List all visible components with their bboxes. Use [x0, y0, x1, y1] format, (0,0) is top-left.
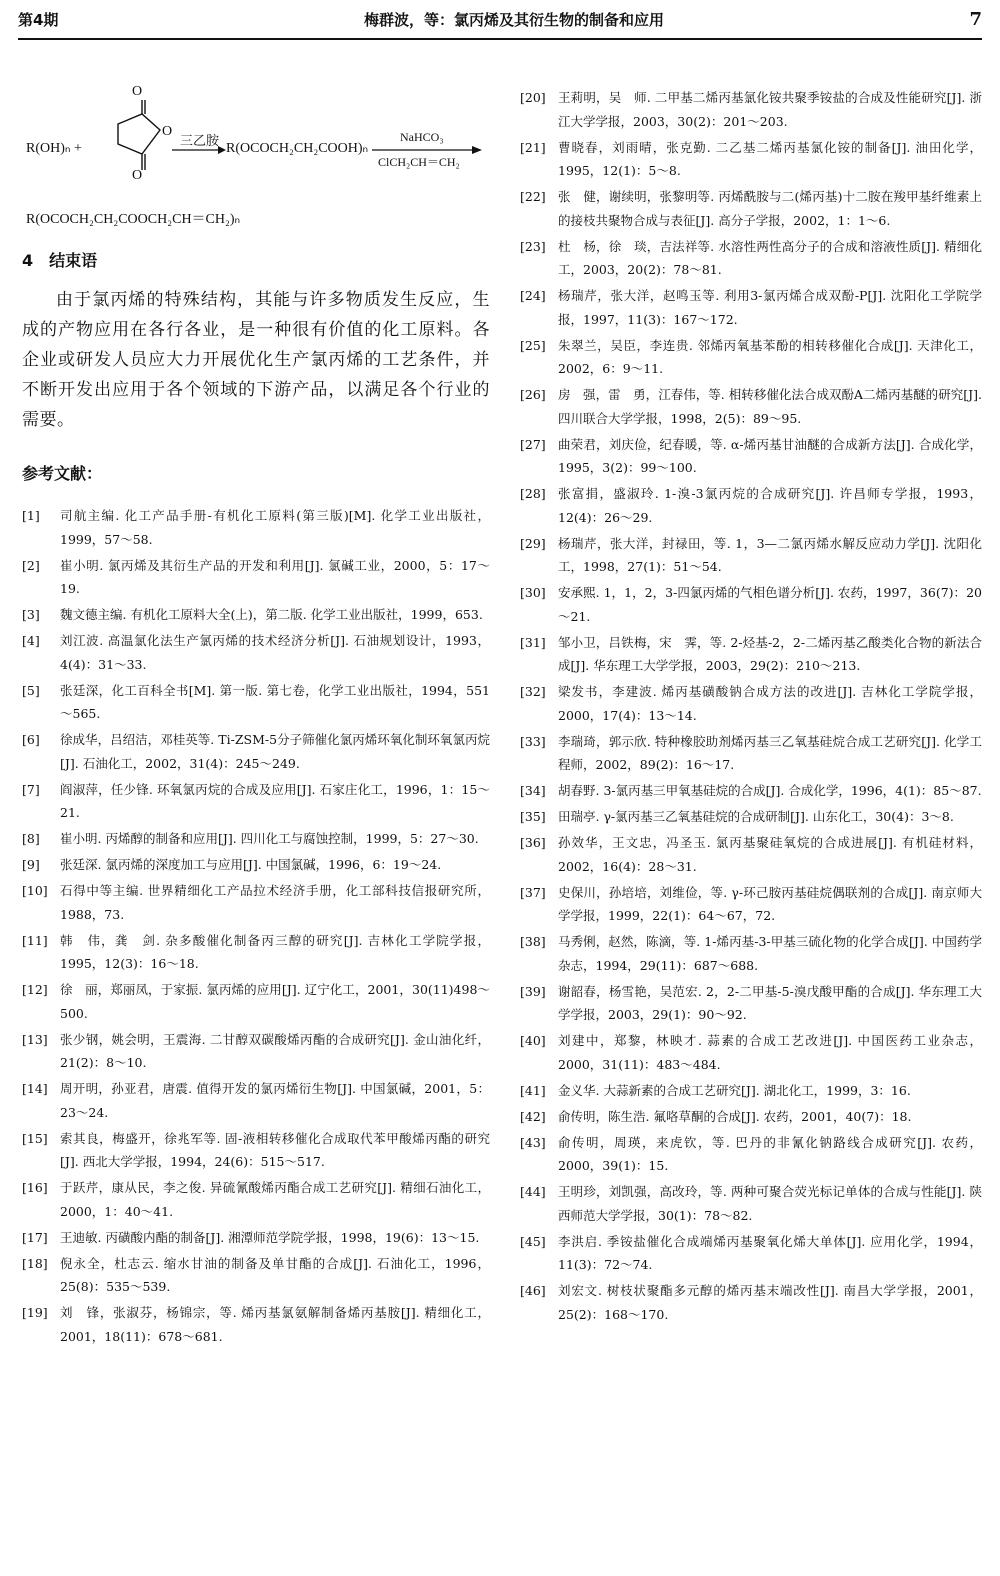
reference-item: [520, 1029, 982, 1076]
reference-text: 崔小明. 氯丙烯及其衍生产品的开发和利用[J]. 氯碱工业，2000，5：17～19.: [60, 557, 490, 596]
reference-text: 房 强，雷 勇，江春伟，等. 相转移催化法合成双酚A二烯丙基醚的研究[J]. 四川联合大学学报，1998，2(5)：89～95.: [558, 387, 982, 426]
reference-item: [22, 1226, 490, 1250]
reference-number: [1]: [22, 508, 40, 523]
reference-item: [520, 1131, 982, 1178]
reference-text: 杜 杨，徐 琰，吉法祥等. 水溶性两性高分子的合成和溶液性质[J]. 精细化工，2003，20(2)：78～81.: [558, 238, 982, 277]
reference-text: 李瑞琦，郭示欣. 特种橡胶助剂烯丙基三乙氧基硅烷合成工艺研究[J]. 化学工程师，2002，89(2)：16～17.: [558, 733, 982, 772]
reference-item: [22, 1127, 490, 1174]
reference-item: [520, 86, 982, 133]
reference-number: [27]: [520, 436, 546, 452]
reference-item: [520, 433, 982, 480]
reaction-scheme: [22, 84, 490, 238]
reference-item: [520, 532, 982, 579]
reference-number: [22]: [520, 189, 546, 204]
reference-text: 倪永全，杜志云. 缩水甘油的制备及单甘酯的合成[J]. 石油化工，1996，25(8)：535～539.: [60, 1255, 490, 1294]
reference-text: 张少钢，姚会明，王震海. 二甘醇双碳酸烯丙酯的合成研究[J]. 金山油化纤，21(2)：8～10.: [60, 1031, 490, 1070]
reference-number: [42]: [520, 1108, 546, 1124]
reference-number: [13]: [22, 1031, 48, 1047]
section-title: 4 结束语: [22, 251, 98, 270]
reference-text: 谢韶春，杨雪艳，吴范宏. 2，2-二甲基-5-溴戊酸甲酯的合成[J]. 华东理工大学学报，2003，29(1)：90～92.: [558, 983, 982, 1022]
reference-text: 刘建中，郑黎，林映才. 蒜素的合成工艺改进[J]. 中国医药工业杂志，2000，31(11)：483～484.: [558, 1033, 982, 1072]
reference-number: [45]: [520, 1233, 546, 1249]
reference-item: [520, 980, 982, 1027]
reagent-allyl-chloride: ClCH₂CH＝CH₂: [378, 155, 460, 169]
reference-text: 张廷深，化工百科全书[M]. 第一版. 第七卷，化学工业出版社，1994，551～565.: [60, 682, 490, 721]
reference-number: [2]: [22, 557, 40, 573]
reference-text: 李洪启. 季铵盐催化合成端烯丙基聚氧化烯大单体[J]. 应用化学，1994，11(3)：72～74.: [558, 1233, 982, 1272]
reference-number: [15]: [22, 1130, 48, 1146]
reference-text: 于跃芹，康从民，李之俊. 异硫氰酸烯丙酯合成工艺研究[J]. 精细石油化工，2000，1：40～41.: [60, 1180, 490, 1219]
reference-number: [4]: [22, 633, 40, 648]
reference-number: [11]: [22, 932, 48, 948]
reference-text: 徐成华，吕绍洁，邓桂英等. Ti-ZSM-5分子筛催化氯丙烯环氧化制环氧氯丙烷[J]. 石油化工，2002，31(4)：245～249.: [60, 732, 490, 771]
reference-item: [520, 831, 982, 878]
reference-item: [520, 136, 982, 183]
reference-text: 金义华. 大蒜新素的合成工艺研究[J]. 湖北化工，1999，3：16.: [558, 1082, 911, 1098]
reference-item: [520, 1105, 982, 1129]
reference-text: 崔小明. 丙烯醇的制备和应用[J]. 四川化工与腐蚀控制，1999，5：27～30.: [60, 831, 479, 846]
ring-oxygen-mid: O: [162, 124, 173, 139]
reference-number: [6]: [22, 732, 40, 747]
reference-item: [520, 235, 982, 282]
right-column: [520, 90, 982, 1329]
reference-item: [520, 1180, 982, 1227]
reference-number: [39]: [520, 983, 546, 999]
reference-text: 张廷深. 氯丙烯的深度加工与应用[J]. 中国氯碱，1996，6：19～24.: [60, 857, 442, 872]
reference-item: [520, 881, 982, 928]
reference-text: 魏文德主编. 有机化工原料大全(上)，第二版. 化学工业出版社，1999，653.: [60, 607, 483, 622]
reference-item: [22, 778, 490, 825]
reference-number: [46]: [520, 1283, 546, 1298]
reference-text: 刘 锋，张淑芬，杨锦宗，等. 烯丙基氯氨解制备烯丙基胺[J]. 精细化工，2001，18(11)：678～681.: [60, 1305, 490, 1344]
reference-text: 安承熙. 1，1，2，3-四氯丙烯的气相色谱分析[J]. 农药，1997，36(7)：20～21.: [558, 585, 982, 624]
reference-number: [3]: [22, 607, 40, 622]
reference-text: 石得中等主编. 世界精细化工产品拉术经济手册，化工部科技信报研究所，1988，73.: [60, 883, 490, 922]
reference-number: [17]: [22, 1229, 48, 1245]
reference-number: [8]: [22, 831, 40, 846]
reference-text: 王迪敏. 丙磺酸内酯的制备[J]. 湘潭师范学院学报，1998，19(6)：13～15.: [60, 1229, 480, 1245]
reference-number: [37]: [520, 884, 546, 900]
reference-item: [520, 805, 982, 829]
reference-number: [43]: [520, 1134, 546, 1150]
reference-text: 杨瑞芹，张大洋，封禄田，等. 1，3—二氯丙烯水解反应动力学[J]. 沈阳化工，1998，27(1)：51～54.: [558, 535, 982, 574]
reference-item: [22, 929, 490, 976]
reference-number: [16]: [22, 1180, 48, 1195]
reference-text: 邹小卫，吕铁梅，宋 霁，等. 2-烃基-2，2-二烯丙基乙酸类化合物的新法合成[J]. 华东理工大学学报，2003，29(2)：210～213.: [558, 634, 982, 673]
reference-item: [22, 629, 490, 676]
reference-text: 曲荣君，刘庆俭，纪春暖，等. α-烯丙基甘油醚的合成新方法[J]. 合成化学，1995，3(2)：99～100.: [558, 436, 982, 475]
reference-item: [22, 853, 490, 877]
reference-text: 俞传明，周瑛，来虎钦，等. 巴丹的非氰化钠路线合成研究[J]. 农药，2000，39(1)：15.: [558, 1134, 982, 1173]
intermediate-label: R(OCOCH₂CH₂COOH)ₙ: [226, 141, 369, 156]
reference-item: [520, 1079, 982, 1103]
reference-text: 韩 伟，龚 剑. 杂多酸催化制备丙三醇的研究[J]. 吉林化工学院学报，1995，12(3)：16～18.: [60, 932, 490, 971]
reference-item: [520, 284, 982, 331]
journal-issue: 第4期: [18, 10, 59, 29]
reference-number: [36]: [520, 835, 546, 850]
reference-number: [26]: [520, 387, 546, 402]
reference-item: [22, 504, 490, 551]
reference-item: [22, 1028, 490, 1075]
reference-text: 杨瑞芹，张大洋，赵鸣玉等. 利用3-氯丙烯合成双酚-P[J]. 沈阳化工学院学报，1997，11(3)：167～172.: [558, 288, 982, 327]
reference-text: 王明珍，刘凯强，高改玲，等. 两种可聚合荧光标记单体的合成与性能[J]. 陕西师范大学学报，30(1)：78～82.: [558, 1184, 982, 1223]
reference-item: [22, 1077, 490, 1124]
reference-item: [22, 679, 490, 726]
reference-text: 王莉明，吴 师. 二甲基二烯丙基氯化铵共聚季铵盐的合成及性能研究[J]. 浙江大学学报，2003，30(2)：201～203.: [558, 90, 982, 129]
reagent-nahco3: NaHCO₃: [400, 130, 444, 144]
reference-item: [520, 383, 982, 430]
reference-text: 刘宏文. 树枝状聚酯多元醇的烯丙基末端改性[J]. 南昌大学学报，2001，25(2)：168～170.: [558, 1283, 982, 1322]
reference-item: [520, 581, 982, 628]
reference-number: [10]: [22, 883, 48, 898]
reference-item: [520, 779, 982, 803]
reference-number: [38]: [520, 934, 546, 949]
reagent-triethylamine: 三乙胺: [180, 133, 220, 148]
reference-number: [20]: [520, 90, 546, 105]
reference-item: [520, 482, 982, 529]
reference-list-right: [520, 86, 982, 1326]
reference-item: [520, 1279, 982, 1326]
reference-number: [25]: [520, 337, 546, 353]
reference-number: [31]: [520, 634, 546, 650]
reference-text: 胡春野. 3-氯丙基三甲氧基硅烷的合成[J]. 合成化学，1996，4(1)：85～87.: [558, 783, 982, 798]
reference-text: 刘江波. 高温氯化法生产氯丙烯的技术经济分析[J]. 石油规划设计，1993，4(4)：31～33.: [60, 633, 490, 672]
product-label: R(OCOCH₂CH₂COOCH₂CH＝CH₂)ₙ: [26, 212, 241, 227]
reference-item: [22, 603, 490, 627]
reference-text: 索其良，梅盛开，徐兆军等. 固-液相转移催化合成取代苯甲酸烯丙酯的研究[J]. 西北大学学报，1994，24(6)：515～517.: [60, 1130, 490, 1169]
reference-number: [21]: [520, 139, 546, 155]
reference-text: 孙效华，王文忠，冯圣玉. 氯丙基聚硅氧烷的合成进展[J]. 有机硅材料，2002，16(4)：28～31.: [558, 835, 982, 874]
reference-text: 朱翠兰，吴臣，李连贵. 邻烯丙氧基苯酚的相转移催化合成[J]. 天津化工，2002，6：9～11.: [558, 337, 982, 376]
reference-text: 张 健，谢续明，张黎明等. 丙烯酰胺与二(烯丙基)十二胺在羧甲基纤维素上的接枝共聚物合成与表征[J]. 高分子学报，2002，1：1～6.: [558, 189, 982, 228]
reference-number: [12]: [22, 982, 48, 997]
reference-text: 史保川，孙培培，刘维俭，等. γ-环己胺丙基硅烷偶联剂的合成[J]. 南京师大学学报，1999，22(1)：64～67，72.: [558, 884, 982, 923]
reference-number: [5]: [22, 682, 40, 698]
reference-number: [35]: [520, 809, 546, 824]
reference-number: [41]: [520, 1082, 546, 1098]
reference-number: [29]: [520, 535, 546, 551]
reference-text: 梁发书，李建波. 烯丙基磺酸钠合成方法的改进[J]. 吉林化工学院学报，2000，17(4)：13～14.: [558, 684, 982, 723]
reference-item: [22, 1301, 490, 1348]
reference-text: 徐 丽，郑丽凤，于家振. 氯丙烯的应用[J]. 辽宁化工，2001，30(11)498～500.: [60, 982, 490, 1021]
reference-number: [32]: [520, 684, 546, 699]
reference-item: [22, 827, 490, 851]
ring-oxygen-top: O: [132, 84, 143, 99]
reference-item: [22, 728, 490, 775]
reference-item: [22, 879, 490, 926]
reference-item: [520, 185, 982, 232]
page-header: [18, 0, 982, 40]
running-title: 梅群波，等：氯丙烯及其衍生物的制备和应用: [363, 10, 664, 29]
reference-item: [520, 680, 982, 727]
reference-number: [24]: [520, 288, 546, 303]
reference-item: [520, 930, 982, 977]
left-column: [22, 84, 490, 1351]
reference-number: [34]: [520, 783, 546, 798]
ring-oxygen-bottom: O: [132, 168, 143, 183]
reference-text: 张富捐，盛淑玲. 1-溴-3氯丙烷的合成研究[J]. 许昌师专学报，1993，12(4)：26～29.: [558, 486, 982, 525]
reference-number: [19]: [22, 1305, 48, 1320]
reference-text: 周开明，孙亚君，唐震. 值得开发的氯丙烯衍生物[J]. 中国氯碱，2001，5：23～24.: [60, 1081, 490, 1120]
reference-item: [520, 631, 982, 678]
references-heading: 参考文献：: [22, 464, 103, 483]
reference-text: 马秀俐，赵然，陈滴，等. 1-烯丙基-3-甲基三硫化物的化学合成[J]. 中国药学杂志，1994，29(11)：687～688.: [558, 934, 982, 973]
reference-item: [22, 978, 490, 1025]
reference-text: 曹晓春，刘雨晴，张克勤. 二乙基二烯丙基氯化铵的制备[J]. 油田化学，1995，12(1)：5～8.: [558, 139, 982, 178]
reference-item: [520, 1230, 982, 1277]
reference-text: 司航主编. 化工产品手册-有机化工原料(第三版)[M]. 化学工业出版社，1999，57～58.: [60, 508, 490, 547]
reactant-label: R(OH)ₙ +: [26, 141, 82, 156]
reference-item: [520, 730, 982, 777]
reference-list-left: [22, 504, 490, 1348]
reference-text: 俞传明，陈生浩. 氟咯草酮的合成[J]. 农药，2001，40(7)：18.: [558, 1108, 912, 1124]
reference-number: [9]: [22, 857, 40, 872]
reference-number: [23]: [520, 238, 546, 254]
reference-number: [14]: [22, 1081, 48, 1096]
reference-number: [7]: [22, 781, 40, 797]
reference-item: [22, 554, 490, 601]
reference-text: 田瑞亭. γ-氯丙基三乙氧基硅烷的合成研制[J]. 山东化工，30(4)：3～8.: [558, 809, 954, 824]
conclusion-paragraph: 由于氯丙烯的特殊结构，其能与许多物质发生反应，生成的产物应用在各行各业，是一种很有价值的化工原料。各企业或研发人员应大力开展优化生产氯丙烯的工艺条件，并不断开发出应用于各个领域的下游产品，以满足各个行业的需要。: [22, 290, 490, 430]
reference-item: [22, 1176, 490, 1223]
reference-item: [520, 334, 982, 381]
reference-number: [33]: [520, 733, 546, 749]
reference-text: 阎淑萍，任少锋. 环氧氯丙烷的合成及应用[J]. 石家庄化工，1996，1：15～21.: [60, 781, 490, 820]
page-number: 7: [969, 8, 982, 30]
reference-number: [18]: [22, 1255, 48, 1271]
reference-item: [22, 1252, 490, 1299]
reference-number: [28]: [520, 486, 546, 501]
reference-number: [40]: [520, 1033, 546, 1048]
reference-number: [44]: [520, 1184, 546, 1199]
reference-number: [30]: [520, 585, 546, 600]
